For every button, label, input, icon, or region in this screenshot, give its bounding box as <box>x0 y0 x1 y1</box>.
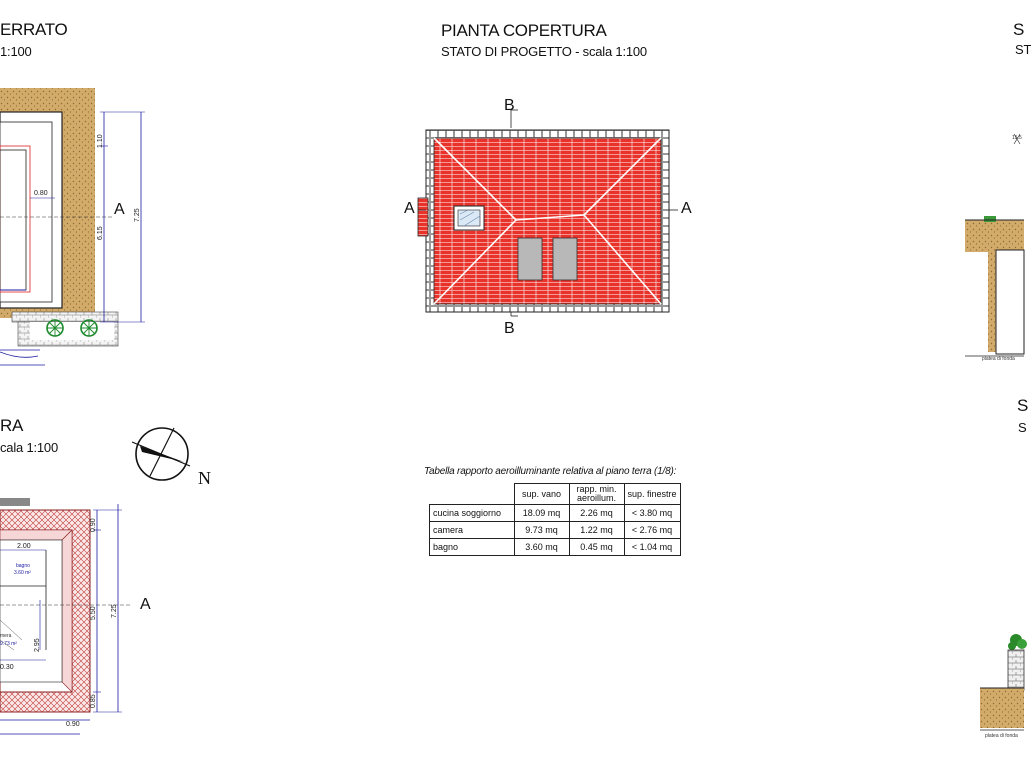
basement-plan-scale: 1:100 <box>0 44 32 59</box>
skylight <box>518 238 542 280</box>
platea-label-top: platea di fonda <box>982 356 1015 362</box>
finestre: < 1.04 mq <box>624 539 680 556</box>
table-row <box>430 505 681 522</box>
roof-plan-title: PIANTA COPERTURA <box>441 21 607 40</box>
section-mark-a-left: A <box>404 200 415 217</box>
section-top-drawing <box>960 120 1024 370</box>
section-bottom-drawing <box>980 630 1024 740</box>
room-camera-area: 9.73 m² <box>0 641 17 647</box>
skylight <box>553 238 577 280</box>
dim-0-90-top: 0.90 <box>90 518 97 532</box>
section-mark-b-bottom: B <box>504 320 515 337</box>
rapp: 1.22 mq <box>569 522 624 539</box>
room-bagno-area: 3.60 m² <box>14 570 31 576</box>
roof-projection <box>0 498 30 506</box>
section-mark-a: A <box>114 201 125 218</box>
room-name: bagno <box>430 539 515 556</box>
ground-layer <box>980 688 1024 728</box>
dim-0-85: 0.85 <box>90 694 97 708</box>
tree-icon <box>47 320 63 336</box>
basement-plan-title: ERRATO <box>0 20 68 39</box>
chimney <box>418 198 428 236</box>
ground-floor-plan-scale: cala 1:100 <box>0 440 58 455</box>
dim-2-00: 2.00 <box>17 543 31 550</box>
dim-6-15: 6.15 <box>97 226 104 240</box>
section-top-scale: ST <box>1015 42 1031 57</box>
header-sup-finestre: sup. finestre <box>624 484 680 505</box>
interior <box>0 540 62 682</box>
sup-vano: 9.73 mq <box>514 522 569 539</box>
dim-0-90-bottom: 0.90 <box>66 721 80 728</box>
table-row <box>430 539 681 556</box>
stone-wall <box>1008 650 1024 690</box>
elev-15-5: 15.5 <box>1012 135 1022 141</box>
section-bottom-scale: S <box>1018 420 1027 435</box>
paving-strip <box>12 312 118 322</box>
dim-2-95: 2.95 <box>34 638 41 652</box>
finestre: < 3.80 mq <box>624 505 680 522</box>
table-row <box>430 522 681 539</box>
finestre: < 2.76 mq <box>624 522 680 539</box>
dim-1-10: 1.10 <box>97 134 104 148</box>
room-bagno-label: bagno <box>16 563 30 569</box>
ground-floor-plan-drawing <box>0 490 140 740</box>
dim-0-80: 0.80 <box>34 190 48 197</box>
dim-7-25: 7.25 <box>134 208 141 222</box>
tree-icon <box>81 320 97 336</box>
rapp: 0.45 mq <box>569 539 624 556</box>
roof-plan-drawing <box>398 98 708 343</box>
north-label: N <box>198 468 211 488</box>
section-mark-a-right: A <box>681 200 692 217</box>
room-camera-label: mera <box>0 633 12 639</box>
header-rapp: rapp. min. aeroillum. <box>569 484 624 505</box>
sup-vano: 18.09 mq <box>514 505 569 522</box>
room-name: camera <box>430 522 515 539</box>
roof-plan-scale: STATO DI PROGETTO - scala 1:100 <box>441 44 647 59</box>
sup-vano: 3.60 mq <box>514 539 569 556</box>
ground-layer <box>965 220 1024 252</box>
table-header-row <box>430 484 681 505</box>
north-arrow-icon <box>128 422 198 482</box>
ground-floor-plan-title: RA <box>0 416 24 435</box>
ratio-table-caption: Tabella rapporto aeroilluminante relativa al piano terra (1/8): <box>424 466 677 477</box>
section-mark-b-top: B <box>504 97 515 114</box>
section-top-title: S <box>1013 20 1025 39</box>
section-bottom-title: S <box>1017 396 1029 415</box>
header-sup-vano: sup. vano <box>514 484 569 505</box>
ratio-table <box>429 483 681 556</box>
platea-label-bottom: platea di fonda <box>985 733 1018 739</box>
grass-icon <box>984 216 996 222</box>
shrub-icon <box>1008 634 1027 650</box>
dim-5-50: 5.50 <box>90 606 97 620</box>
section-mark-a-bottom: A <box>140 596 151 613</box>
dim-7-25b: 7.25 <box>111 604 118 618</box>
rapp: 2.26 mq <box>569 505 624 522</box>
dim-0-30: 0.30 <box>0 664 14 671</box>
basement-plan-drawing <box>0 60 170 380</box>
room-name: cucina soggiorno <box>430 505 515 522</box>
